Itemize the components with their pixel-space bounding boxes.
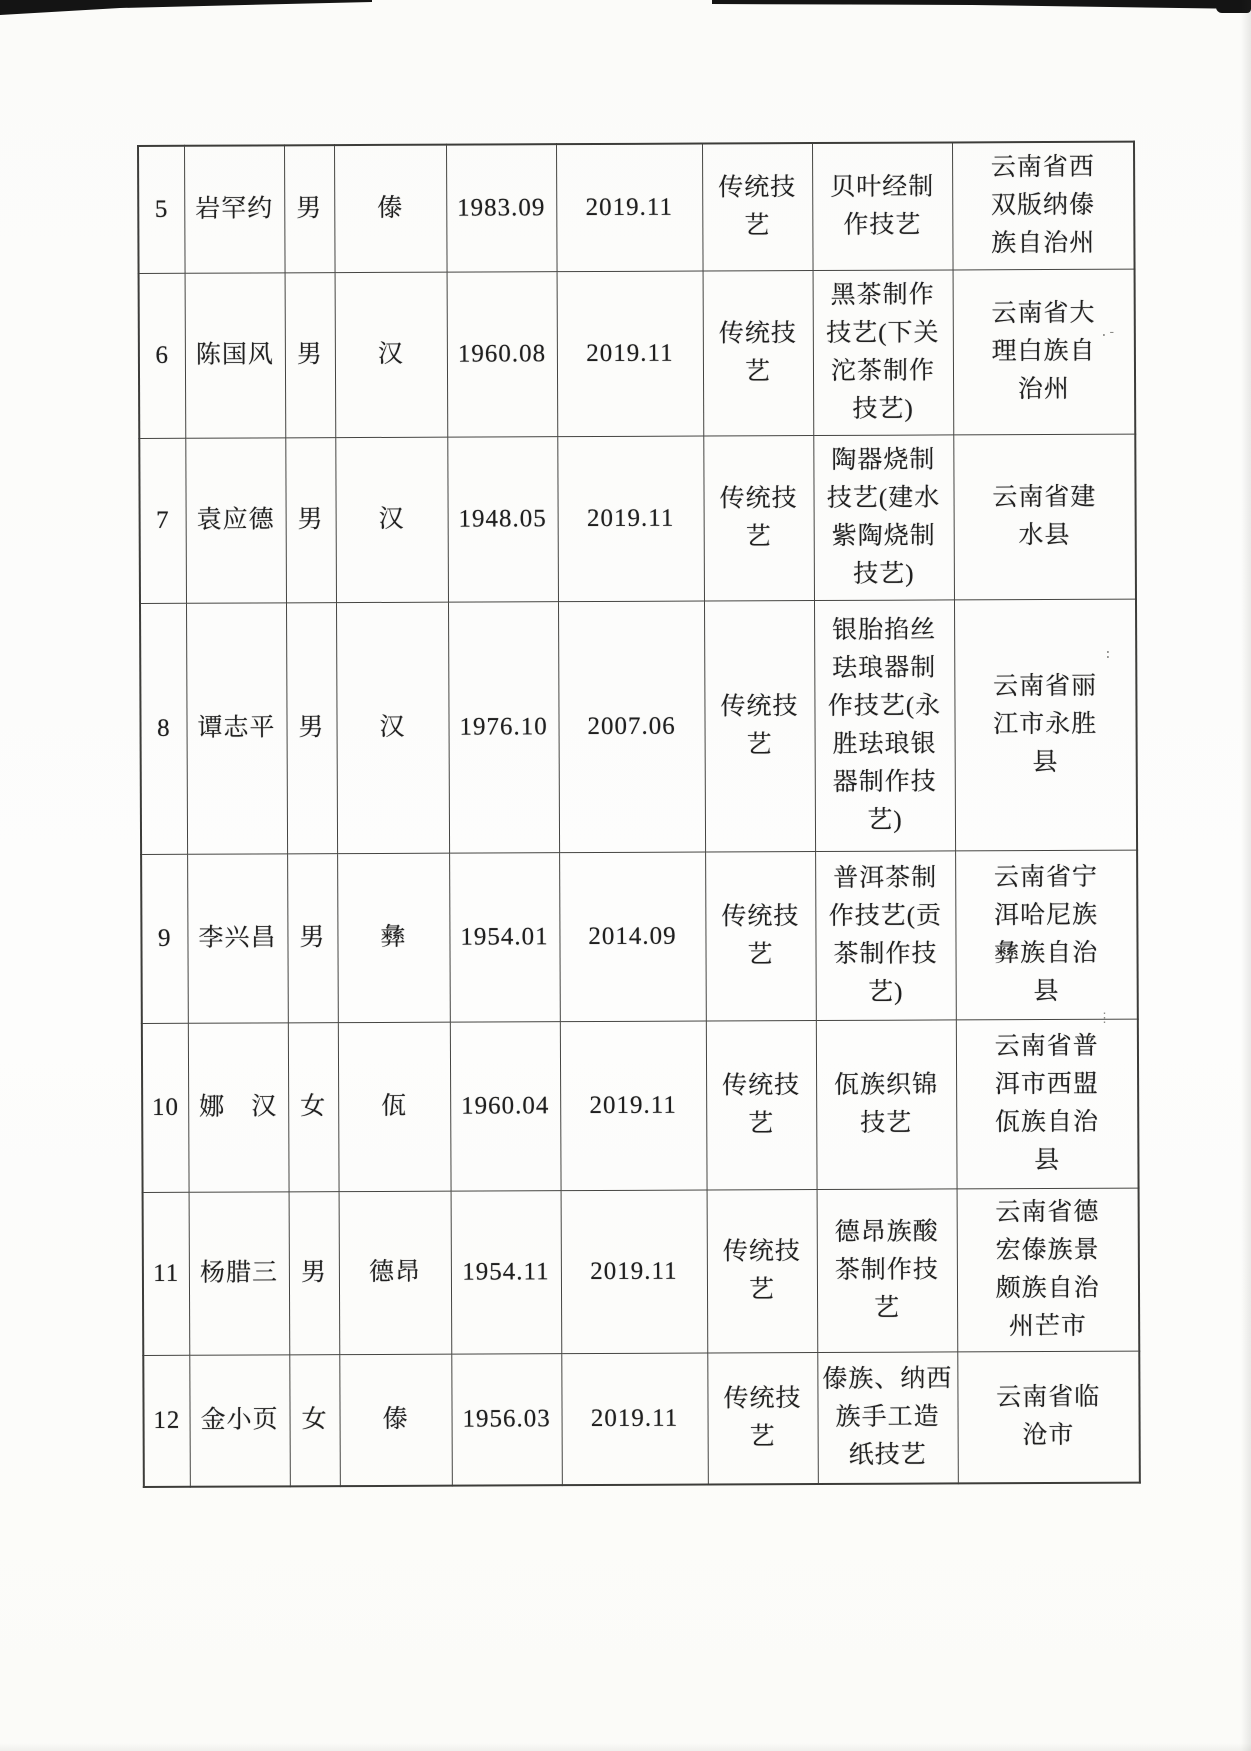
cell-project: 陶器烧制 技艺(建水 紫陶烧制 技艺)	[813, 435, 954, 601]
cell-announce-date: 2019.11	[557, 436, 704, 602]
margin-mark: :	[1104, 647, 1112, 662]
cell-category: 传统技 艺	[703, 436, 814, 601]
cell-index: 11	[143, 1192, 190, 1355]
table-row	[142, 1019, 1139, 1192]
cell-name: 谭志平	[186, 603, 287, 854]
cell-gender: 男	[285, 273, 336, 438]
cell-region: 云南省大 理白族自 治州	[953, 269, 1136, 435]
cell-index: 7	[139, 438, 186, 603]
cell-name: 杨腊三	[189, 1192, 290, 1355]
margin-mark: .-	[1100, 325, 1116, 340]
cell-announce-date: 2019.11	[560, 1021, 707, 1191]
cell-birth-date: 1976.10	[448, 602, 559, 853]
cell-gender: 男	[284, 145, 335, 273]
cell-project: 佤族织锦 技艺	[816, 1020, 957, 1190]
cell-category: 传统技 艺	[702, 143, 813, 271]
cell-region: 云南省临 沧市	[957, 1351, 1140, 1483]
cell-project: 德昂族酸 茶制作技 艺	[817, 1189, 958, 1353]
cell-name: 岩罕约	[184, 145, 285, 273]
scan-artifact-top-left	[0, 0, 372, 15]
cell-project: 贝叶经制 作技艺	[812, 142, 953, 270]
cell-gender: 女	[289, 1355, 340, 1487]
cell-category: 传统技 艺	[705, 852, 816, 1021]
cell-birth-date: 1956.03	[451, 1354, 562, 1486]
cell-ethnicity: 傣	[339, 1354, 452, 1486]
table-row	[143, 1351, 1140, 1487]
cell-ethnicity: 佤	[338, 1022, 451, 1191]
table-row	[138, 142, 1135, 274]
cell-region: 云南省宁 洱哈尼族 彝族自治 县	[955, 850, 1138, 1020]
cell-index: 12	[143, 1355, 190, 1487]
cell-category: 传统技 艺	[703, 271, 814, 436]
cell-region: 云南省普 洱市西盟 佤族自治 县	[956, 1019, 1139, 1189]
cell-gender: 男	[289, 1192, 340, 1355]
margin-mark: ⋮	[1098, 1011, 1111, 1026]
cell-announce-date: 2019.11	[556, 144, 703, 272]
cell-ethnicity: 彝	[337, 853, 450, 1022]
cell-ethnicity: 汉	[335, 437, 448, 602]
cell-project: 普洱茶制 作技艺(贡 茶制作技 艺)	[815, 851, 956, 1021]
cell-gender: 女	[288, 1023, 339, 1192]
cell-gender: 男	[286, 603, 337, 854]
cell-name: 陈国风	[185, 273, 286, 438]
cell-announce-date: 2007.06	[558, 601, 705, 853]
cell-announce-date: 2014.09	[559, 852, 706, 1022]
cell-birth-date: 1948.05	[447, 437, 558, 602]
cell-ethnicity: 德昂	[339, 1191, 452, 1354]
cell-region: 云南省西 双版纳傣 族自治州	[952, 142, 1135, 270]
cell-announce-date: 2019.11	[561, 1353, 708, 1485]
cell-name: 娜 汉	[188, 1023, 289, 1192]
cell-index: 5	[138, 146, 185, 274]
cell-birth-date: 1954.11	[451, 1191, 562, 1354]
cell-project: 银胎掐丝 珐琅器制 作技艺(永 胜珐琅银 器制作技 艺)	[814, 600, 955, 852]
cell-ethnicity: 汉	[336, 602, 449, 853]
cell-index: 8	[140, 603, 187, 854]
inheritors-table	[137, 141, 1141, 1488]
cell-name: 袁应德	[185, 438, 286, 603]
cell-announce-date: 2019.11	[561, 1190, 708, 1354]
cell-announce-date: 2019.11	[557, 271, 704, 437]
page-bottom-shadow	[0, 1743, 1251, 1751]
cell-category: 传统技 艺	[706, 1021, 817, 1190]
scan-artifact-top-right	[712, 0, 1251, 9]
cell-birth-date: 1954.01	[449, 853, 560, 1022]
cell-ethnicity: 傣	[334, 145, 447, 273]
cell-birth-date: 1983.09	[446, 144, 557, 272]
cell-category: 传统技 艺	[707, 1353, 818, 1485]
cell-ethnicity: 汉	[335, 272, 448, 437]
page-edge-shadow	[1241, 0, 1251, 1751]
cell-birth-date: 1960.08	[447, 272, 558, 437]
table-row	[143, 1188, 1140, 1355]
table-row	[141, 850, 1138, 1023]
table-row	[139, 434, 1136, 603]
table-row	[139, 269, 1136, 438]
table-row	[140, 599, 1137, 854]
cell-index: 6	[139, 273, 186, 438]
cell-project: 傣族、纳西 族手工造 纸技艺	[817, 1352, 958, 1484]
cell-index: 9	[141, 854, 188, 1023]
cell-category: 传统技 艺	[704, 601, 815, 852]
cell-category: 传统技 艺	[707, 1190, 818, 1353]
cell-gender: 男	[285, 438, 336, 603]
cell-name: 金小页	[189, 1355, 290, 1487]
cell-index: 10	[142, 1023, 189, 1192]
cell-region: 云南省丽 江市永胜 县	[954, 599, 1137, 851]
cell-region: 云南省德 宏傣族景 颇族自治 州芒市	[957, 1188, 1140, 1352]
cell-gender: 男	[287, 854, 338, 1023]
cell-name: 李兴昌	[187, 854, 288, 1023]
cell-region: 云南省建 水县	[953, 434, 1136, 600]
cell-birth-date: 1960.04	[450, 1022, 561, 1191]
cell-project: 黑茶制作 技艺(下关 沱茶制作 技艺)	[813, 270, 954, 436]
